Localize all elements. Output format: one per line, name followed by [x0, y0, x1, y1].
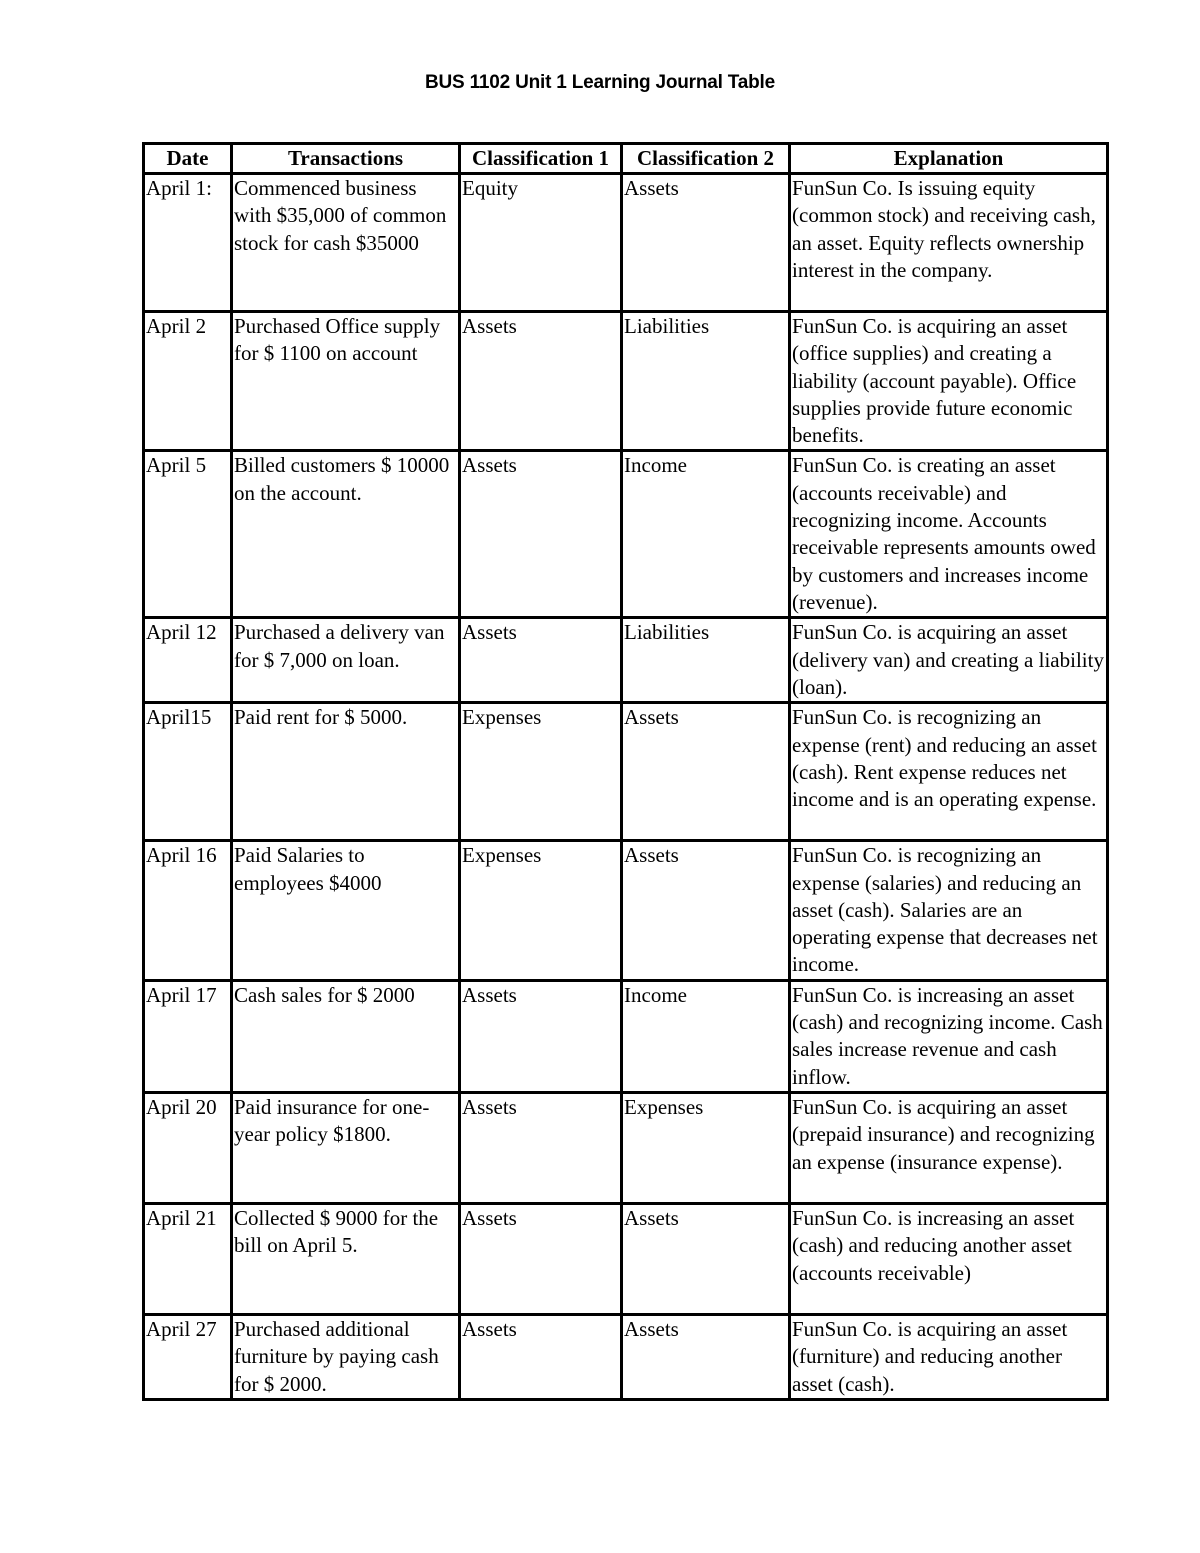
classification-1-cell: Assets [460, 1314, 622, 1399]
classification-1-cell: Assets [460, 980, 622, 1092]
date-cell: April 16 [144, 841, 232, 980]
date-cell: April 1: [144, 174, 232, 312]
classification-2-cell: Assets [622, 1203, 790, 1314]
table-row [144, 980, 1108, 1092]
document-title: BUS 1102 Unit 1 Learning Journal Table [425, 72, 775, 93]
table-row [144, 451, 1108, 618]
classification-2-cell: Assets [622, 174, 790, 312]
date-cell: April 27 [144, 1314, 232, 1399]
classification-1-cell: Equity [460, 174, 622, 312]
header-classification-2: Classification 2 [622, 144, 790, 174]
explanation-cell: FunSun Co. is acquiring an asset (delivery van) and creating a liability (loan). [790, 618, 1108, 703]
header-date: Date [144, 144, 232, 174]
transaction-cell: Collected $ 9000 for the bill on April 5. [232, 1203, 460, 1314]
classification-1-cell: Expenses [460, 841, 622, 980]
classification-2-cell: Assets [622, 1314, 790, 1399]
table-row [144, 703, 1108, 841]
classification-2-cell: Income [622, 451, 790, 618]
transaction-cell: Purchased additional furniture by paying cash for $ 2000. [232, 1314, 460, 1399]
learning-journal-table [142, 142, 1109, 1401]
table-header-row [144, 144, 1108, 174]
transaction-cell: Paid rent for $ 5000. [232, 703, 460, 841]
table-row [144, 174, 1108, 312]
classification-1-cell: Assets [460, 1203, 622, 1314]
explanation-cell: FunSun Co. is increasing an asset (cash) and recognizing income. Cash sales increase revenue and cash inflow. [790, 980, 1108, 1092]
date-cell: April 5 [144, 451, 232, 618]
transaction-cell: Billed customers $ 10000 on the account. [232, 451, 460, 618]
classification-1-cell: Expenses [460, 703, 622, 841]
explanation-cell: FunSun Co. is increasing an asset (cash) and reducing another asset (accounts receivable) [790, 1203, 1108, 1314]
classification-1-cell: Assets [460, 1092, 622, 1203]
header-explanation: Explanation [790, 144, 1108, 174]
explanation-cell: FunSun Co. is acquiring an asset (furniture) and reducing another asset (cash). [790, 1314, 1108, 1399]
classification-2-cell: Assets [622, 703, 790, 841]
classification-2-cell: Assets [622, 841, 790, 980]
date-cell: April 21 [144, 1203, 232, 1314]
classification-2-cell: Liabilities [622, 618, 790, 703]
transaction-cell: Paid insurance for one-year policy $1800. [232, 1092, 460, 1203]
explanation-cell: FunSun Co. is recognizing an expense (salaries) and reducing an asset (cash). Salaries are an operating expense that decreases net income. [790, 841, 1108, 980]
explanation-cell: FunSun Co. is recognizing an expense (rent) and reducing an asset (cash). Rent expense reduces net income and is an operating expense. [790, 703, 1108, 841]
date-cell: April 17 [144, 980, 232, 1092]
date-cell: April 20 [144, 1092, 232, 1203]
explanation-cell: FunSun Co. Is issuing equity (common stock) and receiving cash, an asset. Equity reflects ownership interest in the company. [790, 174, 1108, 312]
transaction-cell: Cash sales for $ 2000 [232, 980, 460, 1092]
classification-2-cell: Expenses [622, 1092, 790, 1203]
table-row [144, 618, 1108, 703]
classification-1-cell: Assets [460, 618, 622, 703]
table-row [144, 1314, 1108, 1399]
transaction-cell: Purchased a delivery van for $ 7,000 on loan. [232, 618, 460, 703]
transaction-cell: Paid Salaries to employees $4000 [232, 841, 460, 980]
date-cell: April 12 [144, 618, 232, 703]
table-row [144, 312, 1108, 451]
table-row [144, 1092, 1108, 1203]
explanation-cell: FunSun Co. is acquiring an asset (prepaid insurance) and recognizing an expense (insurance expense). [790, 1092, 1108, 1203]
classification-1-cell: Assets [460, 312, 622, 451]
classification-2-cell: Income [622, 980, 790, 1092]
transaction-cell: Purchased Office supply for $ 1100 on account [232, 312, 460, 451]
explanation-cell: FunSun Co. is acquiring an asset (office supplies) and creating a liability (account payable). Office supplies provide future economic benefits. [790, 312, 1108, 451]
classification-1-cell: Assets [460, 451, 622, 618]
table-row [144, 841, 1108, 980]
header-transactions: Transactions [232, 144, 460, 174]
explanation-cell: FunSun Co. is creating an asset (accounts receivable) and recognizing income. Accounts receivable represents amounts owed by customers and increases income (revenue). [790, 451, 1108, 618]
date-cell: April15 [144, 703, 232, 841]
classification-2-cell: Liabilities [622, 312, 790, 451]
date-cell: April 2 [144, 312, 232, 451]
table-row [144, 1203, 1108, 1314]
transaction-cell: Commenced business with $35,000 of common stock for cash $35000 [232, 174, 460, 312]
header-classification-1: Classification 1 [460, 144, 622, 174]
